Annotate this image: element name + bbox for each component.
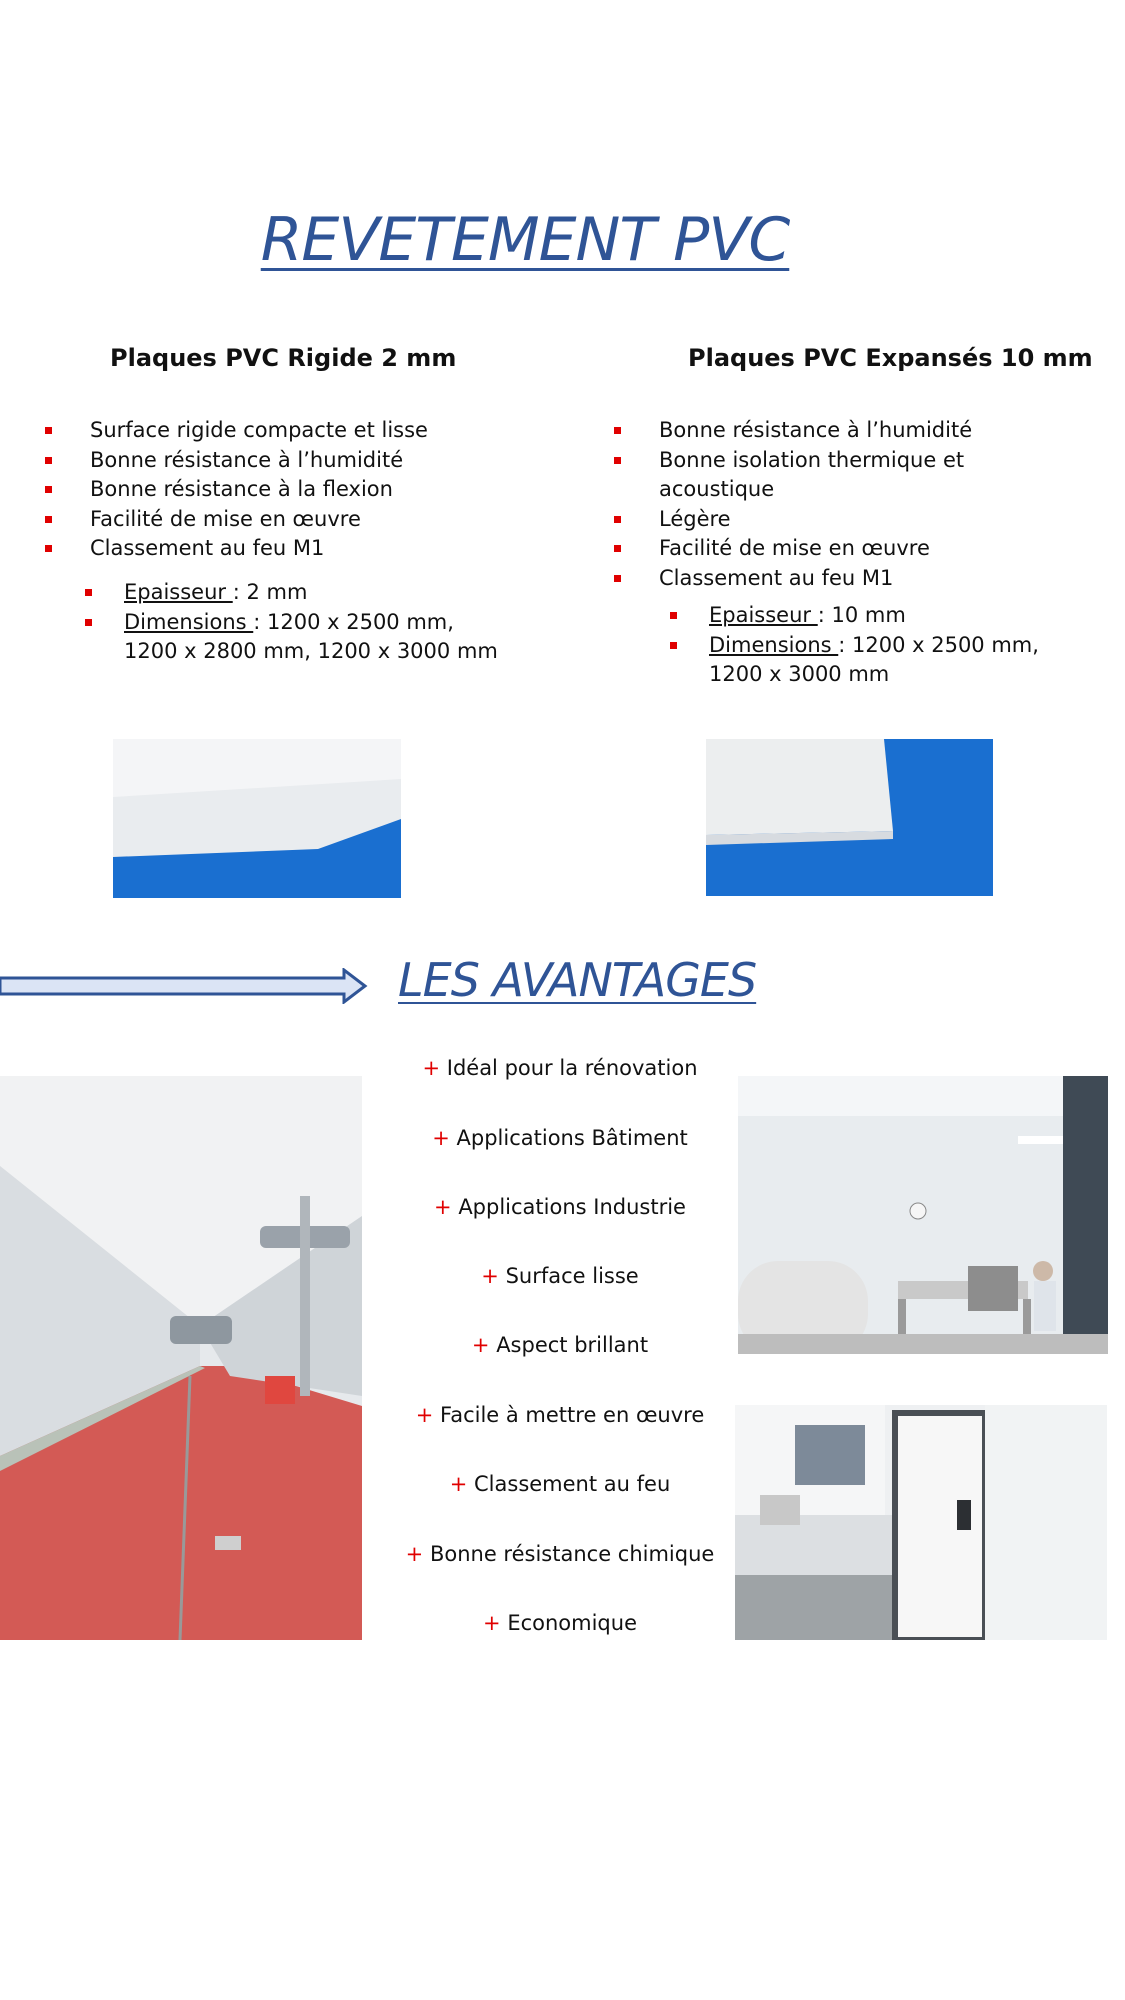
rigid-pvc-plate-image [113,739,401,898]
thickness-label: Epaisseur [124,580,233,604]
expanded-pvc-plate-image [706,739,993,896]
left-feature-list [45,416,505,564]
list-item [614,446,1074,505]
left-spec-list [79,578,519,667]
list-item: Légère [614,505,1074,535]
right-column-heading: Plaques PVC Expansés 10 mm [688,344,1093,372]
list-item: Surface rigide compacte et lisse [45,416,505,446]
advantage-item: + Economique [483,1611,637,1635]
list-item: Classement au feu M1 [45,534,505,564]
dimensions-label: Dimensions [709,632,839,657]
left-column-heading: Plaques PVC Rigide 2 mm [110,344,457,372]
dimensions-spec [664,631,1084,690]
list-item: Bonne résistance à l’humidité [614,416,1074,446]
corridor-photo [0,1076,362,1640]
thickness-value: : 10 mm [817,603,906,627]
advantage-item: + Applications Industrie [434,1195,686,1219]
arrow-right-icon [0,968,370,1004]
dimensions-label: Dimensions [124,609,254,634]
thickness-label: Epaisseur [709,603,818,627]
dimensions-value: : 1200 x 2500 mm, [253,609,454,634]
page-title: REVETEMENT PVC [260,205,790,275]
advantage-item: + Applications Bâtiment [432,1126,688,1150]
list-item: Facilité de mise en œuvre [614,534,1074,564]
right-feature-list [614,416,1074,593]
right-spec-list [664,601,1084,690]
list-item: Facilité de mise en œuvre [45,505,505,535]
list-item: Bonne résistance à l’humidité [45,446,505,476]
thickness-value: : 2 mm [232,580,308,604]
dimensions-value-2: 1200 x 3000 mm [709,662,890,686]
list-item: Bonne résistance à la flexion [45,475,505,505]
thickness-spec [664,601,1084,631]
dimensions-value: : 1200 x 2500 mm, [838,632,1039,657]
cold-room-photo [735,1405,1107,1640]
advantage-item: + Idéal pour la rénovation [422,1056,698,1080]
advantage-item: + Facile à mettre en œuvre [415,1403,705,1427]
list-item-text: Bonne isolation thermique et [659,447,965,472]
dimensions-spec [79,608,519,667]
thickness-spec [79,578,519,608]
advantages-title: LES AVANTAGES [398,953,757,1007]
list-item-continuation: acoustique [659,477,775,501]
dimensions-value-2: 1200 x 2800 mm, 1200 x 3000 mm [124,639,498,663]
advantage-item: + Aspect brillant [471,1333,649,1357]
list-item: Classement au feu M1 [614,564,1074,594]
advantage-item: + Surface lisse [481,1264,639,1288]
advantage-item: + Classement au feu [449,1472,671,1496]
bakery-room-photo [738,1076,1108,1354]
advantage-item: + Bonne résistance chimique [405,1542,715,1566]
